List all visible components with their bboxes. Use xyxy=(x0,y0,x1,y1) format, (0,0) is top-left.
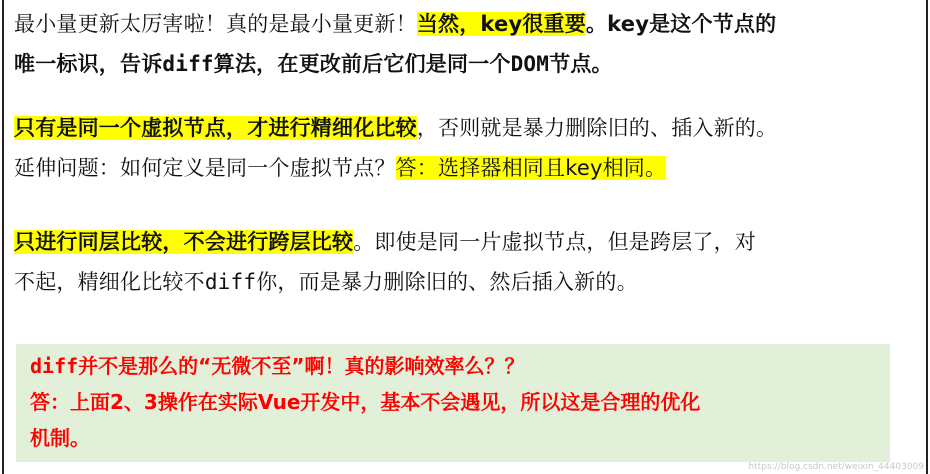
paragraph-line xyxy=(14,108,914,148)
paragraph-key-importance xyxy=(14,4,914,84)
bold-text: 算法，在更改前后它们是同一个 xyxy=(213,52,511,76)
text-segment: 不起，精细化比较不 xyxy=(14,270,205,294)
text-segment: 你，而是暴力删除旧的、然后插入新的。 xyxy=(256,270,638,294)
highlighted-text: 当然，key很重要 xyxy=(416,12,586,36)
bold-text: 节点。 xyxy=(549,52,613,76)
code-text: DOM xyxy=(510,52,550,76)
code-text: diff xyxy=(30,354,79,378)
text-segment: 。即使是同一片虚拟节点，但是跨层了，对 xyxy=(353,230,757,254)
note-question-text: 并不是那么的“无微不至”啊！真的影响效率么？？ xyxy=(78,354,525,378)
highlighted-text: 只有是同一个虚拟节点，才进行精细化比较 xyxy=(14,116,417,140)
paragraph-line xyxy=(14,44,914,84)
paragraph-same-level xyxy=(14,222,914,302)
code-text: diff xyxy=(204,270,257,294)
note-box xyxy=(16,344,890,462)
text-segment: 最小量更新太厉害啦！真的是最小量更新！ xyxy=(14,12,417,36)
paragraph-line xyxy=(14,4,914,44)
note-answer-line: 答：上面2、3操作在实际Vue开发中，基本不会遇见，所以这是合理的优化 xyxy=(30,390,701,414)
watermark: https://blog.csdn.net/weixin_44403009 xyxy=(748,462,924,472)
highlighted-text: 只进行同层比较，不会进行跨层比较 xyxy=(14,230,354,254)
text-segment: 延伸问题：如何定义是同一个虚拟节点？ xyxy=(14,156,396,180)
bold-text: 。key是这个节点的 xyxy=(585,12,777,36)
highlighted-text: 答：选择器相同且key相同。 xyxy=(395,156,667,180)
code-text: diff xyxy=(162,52,214,76)
note-answer-line: 机制。 xyxy=(30,426,90,450)
note-question xyxy=(30,348,876,384)
bold-text: 唯一标识，告诉 xyxy=(14,52,163,76)
text-segment: ，否则就是暴力删除旧的、插入新的。 xyxy=(416,116,778,140)
paragraph-same-vnode xyxy=(14,108,914,188)
paragraph-line xyxy=(14,262,914,302)
paragraph-line xyxy=(14,222,914,262)
paragraph-line xyxy=(14,148,914,188)
